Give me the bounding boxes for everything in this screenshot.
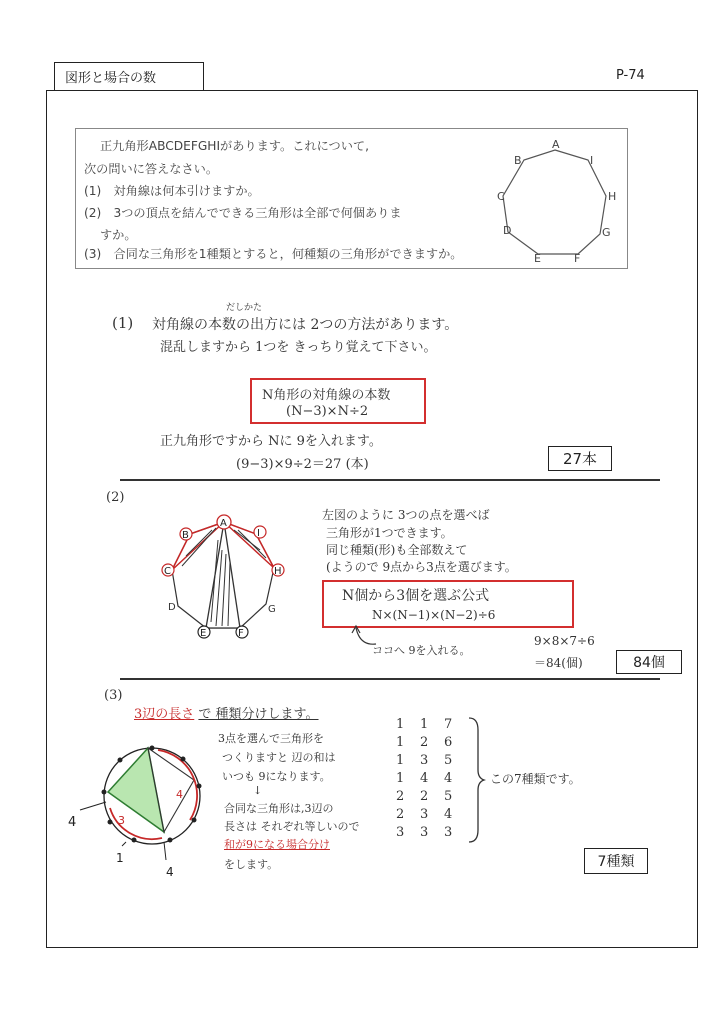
vertex-label: F xyxy=(238,628,244,639)
page-title-tab xyxy=(54,62,204,90)
s1-text-line: 対角線の本数の出方には 2つの方法があります。 xyxy=(152,317,459,333)
fig-label: 1 xyxy=(116,851,124,865)
combo-row: 1 2 6 xyxy=(396,735,453,750)
vertex-label: A xyxy=(220,518,227,529)
combo-row: 1 1 7 xyxy=(396,717,453,732)
problem-line: (3) 合同な三角形を1種類とすると，何種類の三角形ができますか。 xyxy=(84,247,463,261)
s2-text-line: 同じ種類(形)も全部数えて xyxy=(326,543,468,557)
brace-icon xyxy=(466,716,486,844)
brace-text: この7種類です。 xyxy=(490,772,581,786)
combo-row: 2 2 5 xyxy=(396,789,453,804)
nonagon-figure xyxy=(490,138,620,266)
vertex-label: G xyxy=(602,226,611,239)
page-number: P-74 xyxy=(616,68,645,83)
s3-text-line: ↓ xyxy=(253,784,263,797)
page-title: 図形と場合の数 xyxy=(65,71,157,86)
s2-text-line: 三角形が1つできます。 xyxy=(326,526,453,540)
combo-row: 3 3 3 xyxy=(396,825,453,840)
s3-heading xyxy=(134,703,319,722)
s2-calc: 9×8×7÷6 xyxy=(534,634,595,648)
s3-text-line: 合同な三角形は,3辺の xyxy=(224,802,334,815)
s3-text-line: をします。 xyxy=(224,858,279,871)
vertex-label: G xyxy=(268,604,276,615)
s1-calc: (9−3)×9÷2＝27 (本) xyxy=(236,457,369,472)
answer-box xyxy=(548,446,612,471)
s1-text-line: 正九角形ですから Nに 9を入れます。 xyxy=(160,434,382,449)
formula-box xyxy=(250,378,426,424)
vertex-label: F xyxy=(574,252,581,265)
nonagon-triangle-figure xyxy=(156,510,294,644)
s2-calc: ＝84(個) xyxy=(534,656,583,670)
vertex-label: E xyxy=(200,628,207,639)
vertex-label: H xyxy=(608,190,617,203)
vertex-label: D xyxy=(168,602,176,613)
section-label: (2) xyxy=(106,490,125,505)
s3-text-line: つくりますと 辺の和は xyxy=(222,751,336,764)
problem-line: すか。 xyxy=(100,228,137,242)
s3-text-line: 3点を選んで三角形を xyxy=(218,732,324,745)
formula: N×(N−1)×(N−2)÷6 xyxy=(372,608,496,622)
problem-line: 次の問いに答えなさい。 xyxy=(84,162,219,176)
answer: 27本 xyxy=(562,450,598,468)
s3-text-line: 長さは それぞれ等しいので xyxy=(224,820,360,833)
formula-title: N角形の対角線の本数 xyxy=(262,388,391,403)
s3-text-line: 和が9になる場合分け xyxy=(224,838,330,851)
answer: 7種類 xyxy=(597,854,635,870)
s2-text-line: (ようので 9点から3点を選びます。 xyxy=(326,560,517,574)
fig-label: 4 xyxy=(176,788,183,801)
fig-label: 3 xyxy=(118,814,125,827)
combo-row: 1 3 5 xyxy=(396,753,453,768)
formula-title: N個から3個を選ぶ公式 xyxy=(342,588,490,604)
vertex-label: A xyxy=(552,138,560,151)
answer-box xyxy=(584,848,648,874)
section-divider xyxy=(120,479,660,481)
section-label: (1) xyxy=(112,314,134,332)
problem-line: (1) 対角線は何本引けますか。 xyxy=(84,184,260,198)
section-divider xyxy=(120,678,660,680)
problem-line: 正九角形ABCDEFGHIがあります。これについて, xyxy=(100,139,369,153)
vertex-label: B xyxy=(182,530,189,541)
combo-row: 2 3 4 xyxy=(396,807,453,822)
combo-row: 1 4 4 xyxy=(396,771,453,786)
formula: (N−3)×N÷2 xyxy=(286,404,369,419)
answer-box xyxy=(616,650,682,674)
vertex-label: C xyxy=(164,566,171,577)
formula-box xyxy=(322,580,574,628)
answer: 84個 xyxy=(633,655,665,671)
s2-note: ココへ 9を入れる。 xyxy=(372,644,471,657)
vertex-label: I xyxy=(590,154,594,167)
fig-label: 4 xyxy=(68,815,77,830)
vertex-label: C xyxy=(497,190,505,203)
ruby-text: だしかた xyxy=(226,303,263,313)
fig-label: 4 xyxy=(166,865,174,879)
s3-heading-red: 3辺の長さ xyxy=(134,707,195,722)
s2-text-line: 左図のように 3つの点を選べば xyxy=(322,508,490,522)
circle-triangle-figure xyxy=(66,730,216,880)
section-label: (3) xyxy=(104,688,123,703)
s1-text-line: 混乱しますから 1つを きっちり覚えて下さい。 xyxy=(160,340,437,355)
vertex-label: I xyxy=(257,528,260,539)
s3-heading-rest: で 種類分けします。 xyxy=(198,707,319,722)
vertex-label: H xyxy=(274,566,282,577)
combos-table xyxy=(396,716,452,842)
problem-line: (2) 3つの頂点を結んでできる三角形は全部で何個ありま xyxy=(84,206,402,220)
vertex-label: B xyxy=(514,154,522,167)
s3-text-line: いつも 9になります。 xyxy=(222,770,331,783)
vertex-label: D xyxy=(503,224,512,237)
vertex-label: E xyxy=(534,252,541,265)
